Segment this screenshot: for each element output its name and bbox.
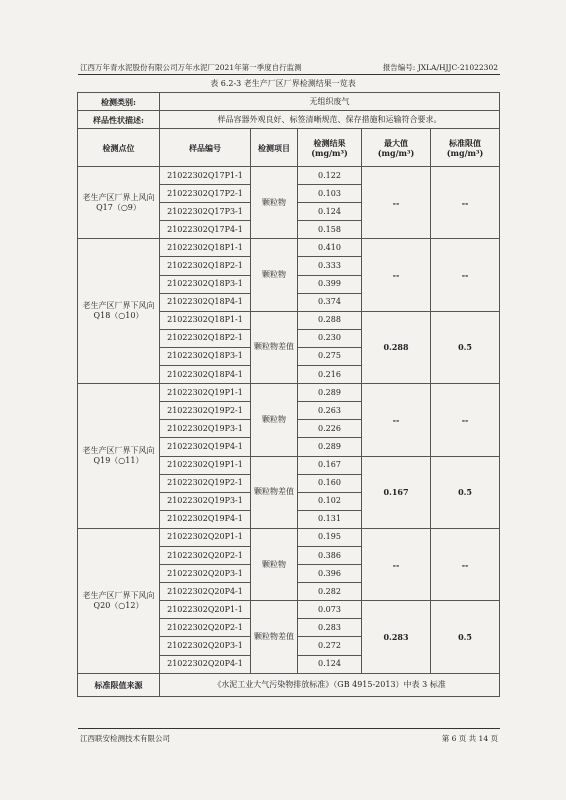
limit-value: -- — [431, 167, 500, 239]
test-item: 颗粒物差值 — [251, 311, 298, 383]
test-item: 颗粒物差值 — [251, 601, 298, 673]
col-header-limit-title: 标准限值 — [449, 137, 482, 148]
sample-id: 21022302Q19P2-1 — [160, 402, 251, 420]
sample-id: 21022302Q17P2-1 — [160, 185, 251, 203]
max-value: 0.167 — [362, 456, 431, 528]
result-value: 0.410 — [298, 239, 362, 257]
header-divider — [78, 74, 500, 75]
monitoring-point: 老生产区厂界下风向 Q18（○10） — [78, 239, 160, 384]
sample-id: 21022302Q20P4-1 — [160, 655, 251, 673]
result-value: 0.263 — [298, 402, 362, 420]
header-report-number: 报告编号: JXLA/HJJC-21022302 — [382, 63, 498, 72]
sample-id: 21022302Q18P3-1 — [160, 275, 251, 293]
col-header-limit — [431, 129, 500, 167]
result-value: 0.216 — [298, 366, 362, 384]
result-value: 0.230 — [298, 329, 362, 347]
max-value: -- — [362, 384, 431, 456]
sample-id: 21022302Q19P1-1 — [160, 456, 251, 474]
footer-company: 江西联安检测技术有限公司 — [80, 734, 170, 743]
test-item: 颗粒物差值 — [251, 456, 298, 528]
footer-page-number: 第 6 页 共 14 页 — [441, 734, 498, 743]
result-value: 0.131 — [298, 510, 362, 528]
result-value: 0.282 — [298, 583, 362, 601]
sample-id: 21022302Q19P3-1 — [160, 420, 251, 438]
monitoring-point: 老生产区厂界下风向 Q19（○11） — [78, 384, 160, 529]
category-label: 检测类别: — [78, 93, 160, 111]
test-item: 颗粒物 — [251, 239, 298, 311]
result-value: 0.275 — [298, 347, 362, 365]
sample-id: 21022302Q18P1-1 — [160, 239, 251, 257]
table-caption: 表 6.2-3 老生产厂区厂界检测结果一览表 — [210, 79, 356, 88]
sample-id: 21022302Q17P4-1 — [160, 221, 251, 239]
col-header-result-title: 检测结果 — [313, 137, 346, 148]
table-row — [78, 528, 500, 546]
sample-id: 21022302Q20P4-1 — [160, 583, 251, 601]
result-value: 0.124 — [298, 655, 362, 673]
result-value: 0.158 — [298, 221, 362, 239]
sample-desc-value: 样品容器外观良好、标签清晰规范、保存措施和运输符合要求。 — [160, 111, 500, 129]
max-value: 0.283 — [362, 601, 431, 673]
sample-id: 21022302Q20P2-1 — [160, 546, 251, 564]
test-item: 颗粒物 — [251, 528, 298, 600]
limit-value: 0.5 — [431, 601, 500, 673]
monitoring-point: 老生产区厂界上风向 Q17（○9） — [78, 167, 160, 239]
sample-id: 21022302Q18P4-1 — [160, 293, 251, 311]
result-value: 0.103 — [298, 185, 362, 203]
standard-source-row — [78, 673, 500, 696]
sample-id: 21022302Q19P1-1 — [160, 384, 251, 402]
result-value: 0.226 — [298, 420, 362, 438]
monitoring-point: 老生产区厂界下风向 Q20（○12） — [78, 528, 160, 673]
test-item: 颗粒物 — [251, 384, 298, 456]
col-header-point: 检测点位 — [78, 129, 160, 167]
result-value: 0.399 — [298, 275, 362, 293]
result-value: 0.333 — [298, 257, 362, 275]
sample-id: 21022302Q18P2-1 — [160, 329, 251, 347]
sample-id: 21022302Q18P1-1 — [160, 311, 251, 329]
result-value: 0.288 — [298, 311, 362, 329]
col-header-result — [298, 129, 362, 167]
max-value: -- — [362, 167, 431, 239]
sample-id: 21022302Q20P2-1 — [160, 619, 251, 637]
sample-id: 21022302Q20P3-1 — [160, 637, 251, 655]
sample-id: 21022302Q20P1-1 — [160, 601, 251, 619]
result-value: 0.102 — [298, 492, 362, 510]
result-value: 0.073 — [298, 601, 362, 619]
limit-value: 0.5 — [431, 311, 500, 383]
sample-id: 21022302Q17P1-1 — [160, 167, 251, 185]
category-value: 无组织废气 — [160, 93, 500, 111]
result-value: 0.122 — [298, 167, 362, 185]
sample-id: 21022302Q18P4-1 — [160, 366, 251, 384]
result-value: 0.195 — [298, 528, 362, 546]
result-value: 0.386 — [298, 546, 362, 564]
col-header-max-title: 最大值 — [384, 137, 408, 148]
limit-value: -- — [431, 239, 500, 311]
table-row — [78, 167, 500, 185]
result-value: 0.124 — [298, 203, 362, 221]
table-row — [78, 239, 500, 257]
result-value: 0.289 — [298, 438, 362, 456]
limit-value: 0.5 — [431, 456, 500, 528]
max-value: -- — [362, 239, 431, 311]
table-row — [78, 384, 500, 402]
sample-id: 21022302Q19P3-1 — [160, 492, 251, 510]
test-item: 颗粒物 — [251, 167, 298, 239]
col-header-result-unit: (mg/m³) — [311, 147, 348, 158]
limit-value: -- — [431, 528, 500, 600]
col-header-sample-id: 样品编号 — [160, 129, 251, 167]
result-value: 0.283 — [298, 619, 362, 637]
sample-id: 21022302Q20P3-1 — [160, 565, 251, 583]
standard-source-value: 《水泥工业大气污染物排放标准》（GB 4915-2013）中表 3 标准 — [160, 673, 500, 696]
sample-id: 21022302Q18P2-1 — [160, 257, 251, 275]
sample-id: 21022302Q19P4-1 — [160, 438, 251, 456]
result-value: 0.167 — [298, 456, 362, 474]
result-value: 0.272 — [298, 637, 362, 655]
max-value: -- — [362, 528, 431, 600]
standard-source-label: 标准限值来源 — [78, 673, 160, 696]
col-header-item: 检测项目 — [251, 129, 298, 167]
limit-value: -- — [431, 384, 500, 456]
result-value: 0.396 — [298, 565, 362, 583]
header-company: 江西万年青水泥股份有限公司万年水泥厂2021年第一季度自行监测 — [80, 63, 302, 72]
sample-id: 21022302Q19P2-1 — [160, 474, 251, 492]
sample-id: 21022302Q19P4-1 — [160, 510, 251, 528]
sample-id: 21022302Q20P1-1 — [160, 528, 251, 546]
result-value: 0.289 — [298, 384, 362, 402]
footer-divider — [78, 728, 500, 729]
col-header-max — [362, 129, 431, 167]
results-table — [77, 92, 500, 697]
col-header-limit-unit: (mg/m³) — [446, 147, 484, 158]
col-header-max-unit: (mg/m³) — [377, 147, 415, 158]
max-value: 0.288 — [362, 311, 431, 383]
sample-id: 21022302Q18P3-1 — [160, 347, 251, 365]
sample-desc-label: 样品性状描述: — [78, 111, 160, 129]
sample-id: 21022302Q17P3-1 — [160, 203, 251, 221]
result-value: 0.160 — [298, 474, 362, 492]
result-value: 0.374 — [298, 293, 362, 311]
